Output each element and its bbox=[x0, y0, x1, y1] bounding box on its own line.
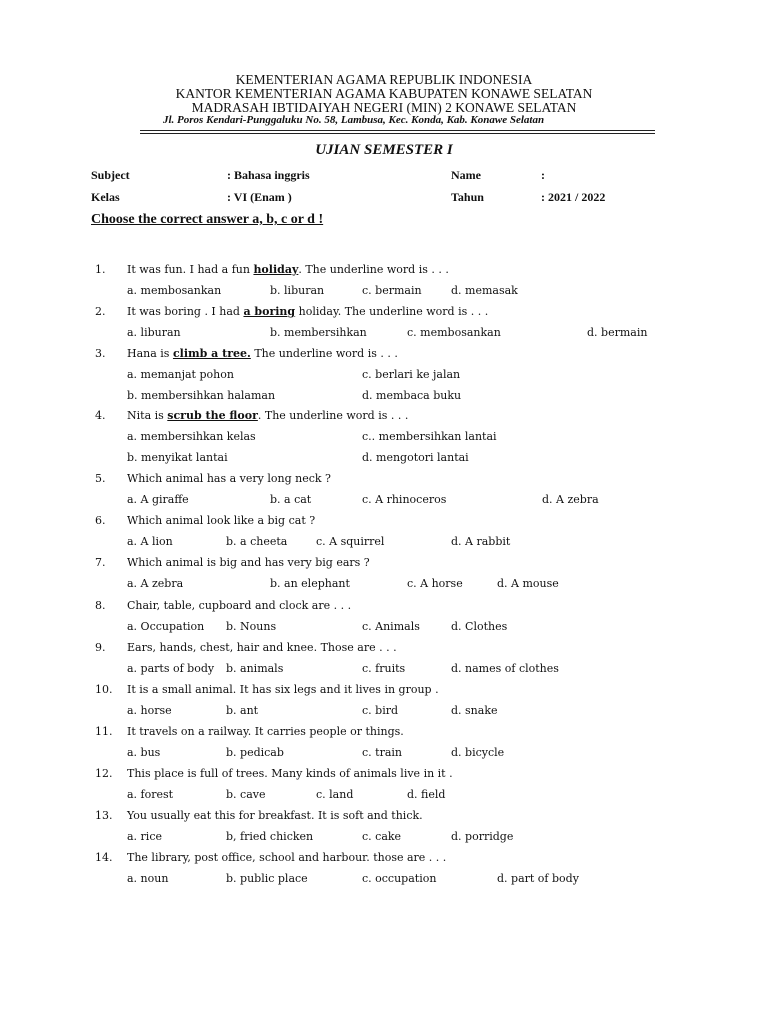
answer-option: c. fruits bbox=[362, 662, 406, 675]
name-value: : bbox=[541, 168, 545, 182]
question-number: 10. bbox=[95, 683, 113, 696]
question-text-pre: Which animal look like a big cat ? bbox=[127, 514, 316, 527]
answer-option: d. porridge bbox=[451, 830, 514, 843]
answer-option: b. animals bbox=[226, 662, 284, 675]
name-label: Name bbox=[451, 168, 481, 182]
header-rule-top bbox=[140, 130, 655, 131]
answer-option: a. A giraffe bbox=[127, 493, 189, 506]
answer-option: c. cake bbox=[362, 830, 402, 843]
question-text-post: The underline word is . . . bbox=[250, 347, 398, 360]
answer-option: b. a cheeta bbox=[226, 535, 288, 548]
question-text bbox=[127, 851, 446, 864]
answer-option: c. bermain bbox=[362, 284, 422, 297]
question-number: 7. bbox=[95, 556, 106, 569]
question-text-post: . The underline word is . . . bbox=[257, 409, 409, 422]
answer-option: c. Animals bbox=[362, 620, 420, 633]
kelas-label: Kelas bbox=[91, 190, 120, 204]
answer-option: c. land bbox=[316, 788, 354, 801]
underlined-phrase: holiday bbox=[253, 263, 299, 276]
question-number: 3. bbox=[95, 347, 106, 360]
answer-option: b. liburan bbox=[270, 284, 325, 297]
answer-option: a. rice bbox=[127, 830, 162, 843]
answer-option: b. Nouns bbox=[226, 620, 277, 633]
answer-option: d. bermain bbox=[587, 326, 648, 339]
answer-option: a. membosankan bbox=[127, 284, 222, 297]
question-text-pre: Chair, table, cupboard and clock are . . . bbox=[127, 599, 352, 612]
tahun-label: Tahun bbox=[451, 190, 484, 204]
answer-option: b. cave bbox=[226, 788, 266, 801]
question-number: 9. bbox=[95, 641, 106, 654]
answer-option: a. A lion bbox=[127, 535, 173, 548]
answer-option: d. field bbox=[407, 788, 446, 801]
underlined-phrase: a boring bbox=[243, 305, 296, 318]
question-text bbox=[127, 556, 370, 569]
answer-option: d. part of body bbox=[497, 872, 579, 885]
answer-option: c. train bbox=[362, 746, 402, 759]
question-text-pre: This place is full of trees. Many kinds of animals live in it . bbox=[127, 767, 453, 780]
answer-option: a. forest bbox=[127, 788, 174, 801]
answer-option: d. membaca buku bbox=[362, 389, 462, 402]
question-text bbox=[127, 599, 351, 612]
question-text-pre: Which animal has a very long neck ? bbox=[127, 472, 331, 485]
question-text bbox=[127, 409, 408, 422]
subject-value: : Bahasa inggris bbox=[227, 168, 310, 182]
answer-option: d. A rabbit bbox=[451, 535, 511, 548]
answer-option: c. berlari ke jalan bbox=[362, 368, 461, 381]
question-text-pre: Hana is bbox=[127, 347, 173, 360]
question-text bbox=[127, 514, 315, 527]
answer-option: a. bus bbox=[127, 746, 161, 759]
answer-option: b. public place bbox=[226, 872, 308, 885]
underlined-phrase: climb a tree. bbox=[172, 347, 251, 360]
question-number: 12. bbox=[95, 767, 113, 780]
underlined-phrase: scrub the floor bbox=[167, 409, 258, 422]
question-text-pre: Nita is bbox=[127, 409, 168, 422]
answer-option: a. membersihkan kelas bbox=[127, 430, 256, 443]
answer-option: b. membersihkan bbox=[270, 326, 367, 339]
question-text-pre: Ears, hands, chest, hair and knee. Those are . . . bbox=[127, 641, 397, 654]
question-text-post: . The underline word is . . . bbox=[298, 263, 449, 276]
answer-option: b. an elephant bbox=[270, 577, 350, 590]
kelas-value: : VI (Enam ) bbox=[227, 190, 292, 204]
answer-option: a. parts of body bbox=[127, 662, 215, 675]
header-office: KANTOR KEMENTERIAN AGAMA KABUPATEN KONAWE SELATAN bbox=[175, 86, 593, 101]
question-number: 4. bbox=[95, 409, 106, 422]
question-text-pre: It travels on a railway. It carries people or things. bbox=[127, 725, 404, 738]
answer-option: b. pedicab bbox=[226, 746, 284, 759]
answer-option: c. bird bbox=[362, 704, 399, 717]
question-text bbox=[127, 683, 439, 696]
question-number: 1. bbox=[95, 263, 106, 276]
answer-option: a. liburan bbox=[127, 326, 181, 339]
answer-option: b. menyikat lantai bbox=[127, 451, 228, 464]
answer-option: a. horse bbox=[127, 704, 172, 717]
answer-option: a. memanjat pohon bbox=[127, 368, 234, 381]
question-text bbox=[127, 767, 453, 780]
question-text bbox=[127, 809, 423, 822]
answer-option: c.. membersihkan lantai bbox=[362, 430, 497, 443]
question-text bbox=[127, 472, 331, 485]
question-text bbox=[127, 725, 404, 738]
answer-option: d. bicycle bbox=[451, 746, 505, 759]
answer-option: b. a cat bbox=[270, 493, 312, 506]
question-number: 2. bbox=[95, 305, 106, 318]
answer-option: d. A zebra bbox=[542, 493, 599, 506]
question-text bbox=[127, 263, 449, 276]
answer-option: c. membosankan bbox=[407, 326, 501, 339]
question-text-pre: It was fun. I had a fun bbox=[127, 263, 254, 276]
question-number: 5. bbox=[95, 472, 106, 485]
answer-option: c. A squirrel bbox=[316, 535, 385, 548]
exam-title: UJIAN SEMESTER I bbox=[315, 142, 453, 158]
answer-option: c. A rhinoceros bbox=[362, 493, 447, 506]
header-school: MADRASAH IBTIDAIYAH NEGERI (MIN) 2 KONAWE SELATAN bbox=[191, 100, 577, 115]
question-number: 11. bbox=[95, 725, 113, 738]
answer-option: b, fried chicken bbox=[226, 830, 314, 843]
question-text-pre: You usually eat this for breakfast. It is soft and thick. bbox=[127, 809, 423, 822]
answer-option: c. A horse bbox=[407, 577, 463, 590]
question-text-pre: Which animal is big and has very big ears ? bbox=[127, 556, 370, 569]
answer-option: d. memasak bbox=[451, 284, 518, 297]
answer-option: d. Clothes bbox=[451, 620, 508, 633]
answer-option: d. snake bbox=[451, 704, 498, 717]
answer-option: d. mengotori lantai bbox=[362, 451, 469, 464]
header-address: Jl. Poros Kendari-Punggaluku No. 58, Lambusa, Kec. Konda, Kab. Konawe Selatan bbox=[163, 114, 545, 126]
question-text-post: holiday. The underline word is . . . bbox=[295, 305, 489, 318]
answer-option: a. Occupation bbox=[127, 620, 205, 633]
answer-option: d. names of clothes bbox=[451, 662, 559, 675]
question-text bbox=[127, 305, 488, 318]
tahun-value: : 2021 / 2022 bbox=[541, 190, 606, 204]
question-number: 13. bbox=[95, 809, 113, 822]
question-number: 8. bbox=[95, 599, 106, 612]
question-number: 6. bbox=[95, 514, 106, 527]
answer-option: b. ant bbox=[226, 704, 259, 717]
answer-option: c. occupation bbox=[362, 872, 437, 885]
instruction: Choose the correct answer a, b, c or d ! bbox=[91, 212, 324, 227]
question-number: 14. bbox=[95, 851, 113, 864]
answer-option: d. A mouse bbox=[497, 577, 559, 590]
header-ministry: KEMENTERIAN AGAMA REPUBLIK INDONESIA bbox=[235, 72, 533, 87]
subject-label: Subject bbox=[91, 168, 130, 182]
answer-option: a. noun bbox=[127, 872, 169, 885]
answer-option: a. A zebra bbox=[127, 577, 184, 590]
question-text bbox=[127, 347, 398, 360]
question-text-pre: It was boring . I had bbox=[127, 305, 244, 318]
header-rule-bottom bbox=[140, 133, 655, 134]
question-text bbox=[127, 641, 397, 654]
answer-option: b. membersihkan halaman bbox=[127, 389, 276, 402]
question-text-pre: It is a small animal. It has six legs and it lives in group . bbox=[127, 683, 439, 696]
question-text-pre: The library, post office, school and harbour. those are . . . bbox=[127, 851, 447, 864]
